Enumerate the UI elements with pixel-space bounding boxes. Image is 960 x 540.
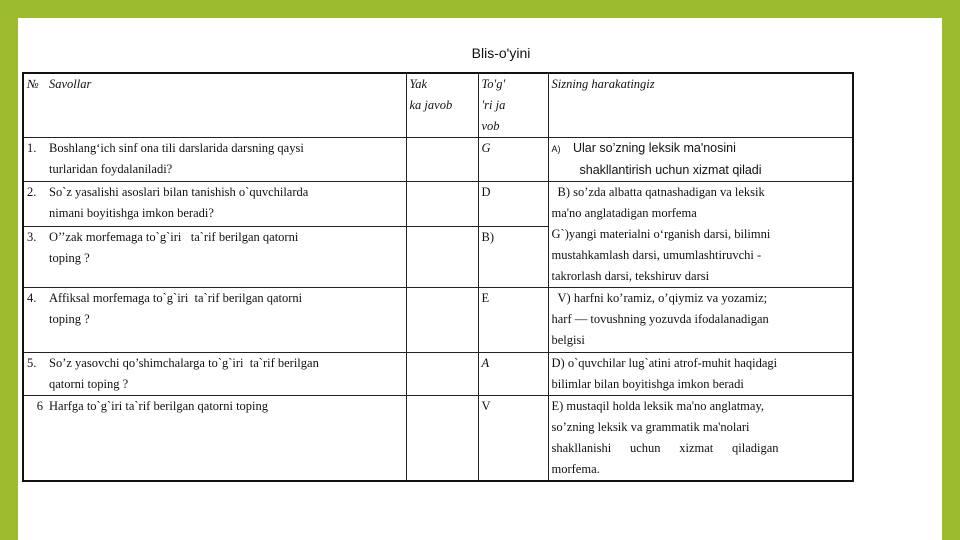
quiz-table: [22, 72, 854, 482]
question-cell: 3. O’’zak morfemaga to`g`iri ta`rif berilgan qatorni toping ?: [23, 227, 406, 288]
answer-cell: A: [478, 353, 548, 396]
action-cell: B) so’zda albatta qatnashadigan va leksik ma'no anglatadigan morfema G`)yangi materialni o‘rganish darsi, bilimni mustahkamlash darsi, umumlashtiruvchi - takrorlash darsi, tekshiruv darsi: [548, 182, 853, 288]
header-questions: Savollar: [49, 77, 92, 91]
question-cell: 6 Harfga to`g`iri ta`rif berilgan qatorni toping: [23, 396, 406, 482]
wrong-answer-cell: [406, 138, 478, 182]
question-cell: 2. So`z yasalishi asoslari bilan tanishish o`quvchilarda nimani boyitishga imkon beradi?: [23, 182, 406, 227]
question-cell: 4. Affiksal morfemaga to`g`iri ta`rif berilgan qatorni toping ?: [23, 288, 406, 353]
action-cell: E) mustaqil holda leksik ma'no anglatmay, so’zning leksik va grammatik ma'nolari shakllanishi uchun xizmat qiladigan morfema.: [548, 396, 853, 482]
answer-cell: V: [478, 396, 548, 482]
action-cell: V) harfni ko’ramiz, o’qiymiz va yozamiz; harf — tovushning yozuvda ifodalanadigan belgisi: [548, 288, 853, 353]
action-cell: D) o`quvchilar lug`atini atrof-muhit haqidagi bilimlar bilan boyitishga imkon beradi: [548, 353, 853, 396]
action-cell: A) Ular so’zning leksik ma'nosini shakllantirish uchun xizmat qiladi: [548, 138, 853, 182]
table-header-row: [23, 73, 853, 138]
header-num: №: [27, 77, 39, 91]
wrong-answer-cell: [406, 182, 478, 227]
wrong-answer-cell: [406, 227, 478, 288]
question-cell: 5. So’z yasovchi qo’shimchalarga to`g`iri ta`rif berilgan qatorni toping ?: [23, 353, 406, 396]
header-wrong-answer: Yak ka javob: [406, 73, 478, 138]
header-questions-cell: [23, 73, 406, 138]
wrong-answer-cell: [406, 288, 478, 353]
answer-cell: D: [478, 182, 548, 227]
wrong-answer-cell: [406, 396, 478, 482]
table-row: [23, 396, 853, 482]
answer-cell: E: [478, 288, 548, 353]
answer-cell: G: [478, 138, 548, 182]
wrong-answer-cell: [406, 353, 478, 396]
table-row: [23, 288, 853, 353]
slide-title: Blis-o'yini: [471, 45, 531, 61]
header-action: Sizning harakatingiz: [548, 73, 853, 138]
table-row: [23, 353, 853, 396]
table-row: [23, 138, 853, 182]
answer-cell: B): [478, 227, 548, 288]
table-row: [23, 182, 853, 227]
header-right-answer: To'g' 'ri ja vob: [478, 73, 548, 138]
question-cell: 1. Boshlang‘ich sinf ona tili darslarida darsning qaysi turlaridan foydalaniladi?: [23, 138, 406, 182]
